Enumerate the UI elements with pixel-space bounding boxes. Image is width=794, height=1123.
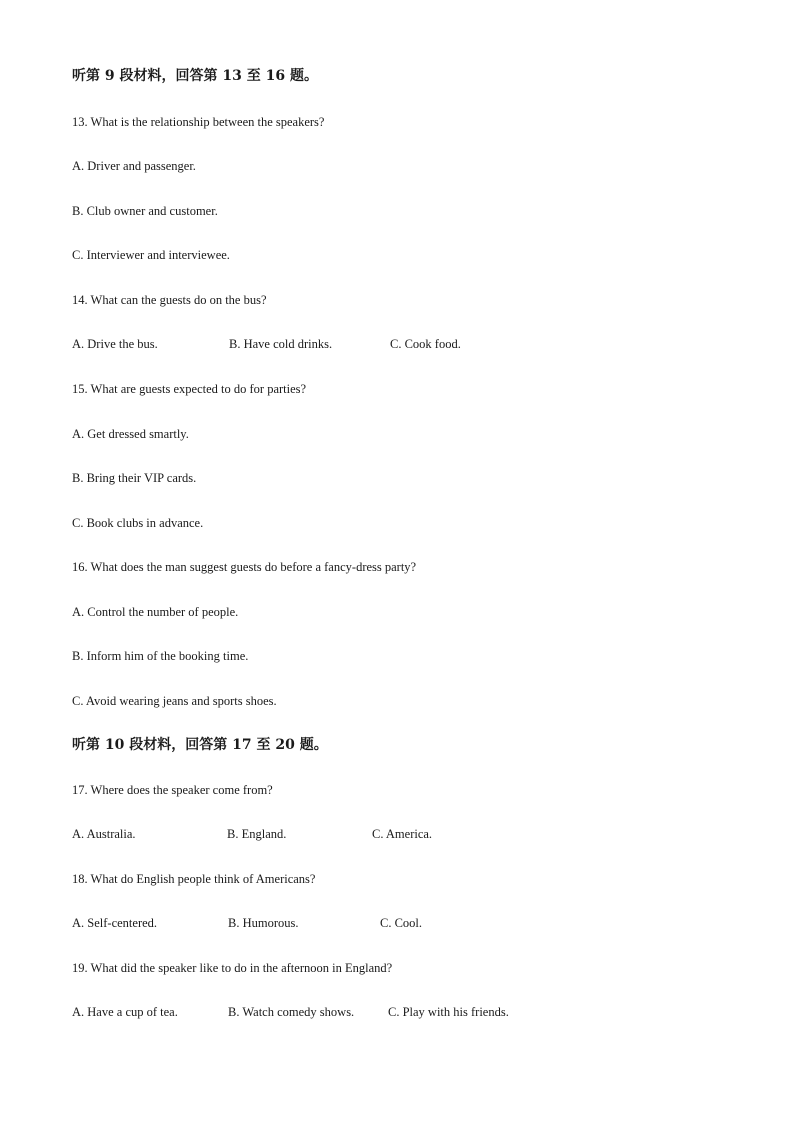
question-18-options: [72, 915, 532, 931]
question-16-option-b: B. Inform him of the booking time.: [72, 649, 249, 663]
question-19-options: [72, 1004, 552, 1020]
question-13-option-b: B. Club owner and customer.: [72, 204, 218, 218]
question-15-option-b: B. Bring their VIP cards.: [72, 471, 197, 485]
question-14-options: [72, 336, 532, 352]
question-14-option-a: A. Drive the bus.: [72, 337, 158, 351]
question-18-option-b: B. Humorous.: [228, 916, 299, 930]
question-16-stem: 16. What does the man suggest guests do before a fancy-dress party?: [72, 560, 417, 574]
section-heading: 听第 10 段材料，回答第 17 至 20 题。: [72, 737, 328, 753]
question-14-option-c: C. Cook food.: [390, 337, 461, 351]
question-17-option-c: C. America.: [372, 827, 433, 841]
question-17-option-a: A. Australia.: [72, 827, 136, 841]
question-17-stem: 17. Where does the speaker come from?: [72, 783, 273, 797]
question-17-option-b: B. England.: [227, 827, 287, 841]
question-16-option-c: C. Avoid wearing jeans and sports shoes.: [72, 694, 277, 708]
question-15-option-a: A. Get dressed smartly.: [72, 427, 189, 441]
question-18-option-a: A. Self-centered.: [72, 916, 158, 930]
question-18-option-c: C. Cool.: [380, 916, 423, 930]
question-19-option-b: B. Watch comedy shows.: [228, 1005, 355, 1019]
question-19-stem: 19. What did the speaker like to do in the afternoon in England?: [72, 961, 393, 975]
question-16-option-a: A. Control the number of people.: [72, 605, 239, 619]
question-19-option-c: C. Play with his friends.: [388, 1005, 509, 1019]
question-15-stem: 15. What are guests expected to do for parties?: [72, 382, 307, 396]
question-13-option-c: C. Interviewer and interviewee.: [72, 248, 230, 262]
question-17-options: [72, 826, 532, 842]
question-14-option-b: B. Have cold drinks.: [229, 337, 333, 351]
question-14-stem: 14. What can the guests do on the bus?: [72, 293, 267, 307]
section-heading: 听第 9 段材料，回答第 13 至 16 题。: [72, 68, 318, 84]
question-19-option-a: A. Have a cup of tea.: [72, 1005, 178, 1019]
question-18-stem: 18. What do English people think of Americans?: [72, 872, 316, 886]
question-15-option-c: C. Book clubs in advance.: [72, 516, 204, 530]
question-13-stem: 13. What is the relationship between the speakers?: [72, 115, 325, 129]
question-13-option-a: A. Driver and passenger.: [72, 159, 196, 173]
